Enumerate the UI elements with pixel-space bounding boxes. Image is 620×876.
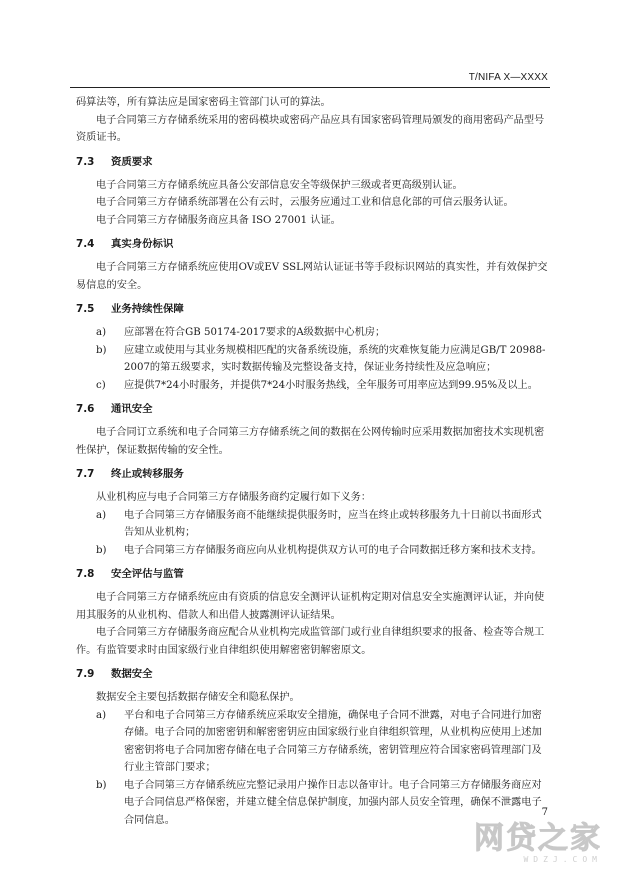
- list-item: [76, 377, 548, 395]
- section-heading-7-8: [76, 566, 548, 583]
- section-heading-7-4: [76, 236, 548, 253]
- header-divider: [70, 87, 550, 88]
- section-title: 资质要求: [111, 155, 153, 168]
- list-marker: a): [96, 327, 107, 338]
- section-number: 7.8: [76, 568, 95, 580]
- section-number: 7.3: [76, 155, 95, 168]
- list-marker: b): [96, 779, 107, 791]
- paragraph: 电子合同第三方存储系统应使用OV或EV SSL网站认证证书等手段标识网站的真实性，并有效保护交易信息的安全。: [76, 262, 548, 291]
- section-number: 7.6: [76, 403, 95, 415]
- list-item: [76, 707, 548, 777]
- page-body: [76, 94, 548, 829]
- section-number: 7.9: [76, 668, 95, 680]
- section-title: 安全评估与监管: [111, 568, 184, 580]
- list-item: [76, 342, 548, 377]
- watermark-sub-text: WDZJ.COM: [523, 855, 602, 864]
- section-heading-7-7: [76, 466, 548, 483]
- section-heading-7-9: [76, 666, 548, 683]
- list-text: 电子合同第三方存储服务商不能继续提供服务时，应当在终止或转移服务九十日前以书面形式告知从业机构；: [124, 509, 542, 538]
- list-text: 电子合同第三方存储系统应完整记录用户操作日志以备审计。电子合同第三方存储服务商应对电子合同信息严格保密，并建立健全信息保护制度，加强内部人员安全管理，确保不泄露电子合同信息。: [124, 779, 542, 826]
- list-marker: a): [96, 509, 107, 521]
- paragraph: 电子合同第三方存储系统部署在公有云时，云服务应通过工业和信息化部的可信云服务认证。: [96, 197, 514, 208]
- list-item: [76, 324, 548, 342]
- page-number: 7: [541, 807, 548, 818]
- list-text: 应部署在符合GB 50174-2017要求的A级数据中心机房；: [124, 327, 386, 338]
- document-code: T/NIFA X—XXXX: [468, 72, 548, 83]
- paragraph: 数据安全主要包括数据存储安全和隐私保护。: [96, 692, 300, 703]
- list-marker: b): [96, 544, 107, 556]
- paragraph: 电子合同第三方存储服务商应配合从业机构完成监管部门或行业自律组织要求的报备、检查等合规工作。有监管要求时由国家级行业自律组织使用解密密钥解密原文。: [76, 627, 545, 656]
- section-number: 7.7: [76, 468, 95, 480]
- section-heading-7-3: [76, 154, 548, 171]
- list-text: 应建立或使用与其业务规模相匹配的灾备系统设施，系统的灾难恢复能力应满足GB/T 20988-2007的第五级要求，实时数据传输及完整设备支持，保证业务持续性及应急响应；: [124, 344, 546, 373]
- section-number: 7.4: [76, 238, 95, 250]
- list-text: 平台和电子合同第三方存储系统应采取安全措施，确保电子合同不泄露，对电子合同进行加密存储。电子合同的加密密钥和解密密钥应由国家级行业自律组织管理，从业机构应使用上述加密密钥将电子合同加密存储在电子合同第三方存储系统，密钥管理应符合国家密码管理部门及行业主管部门要求；: [124, 709, 542, 773]
- section-heading-7-5: [76, 301, 548, 318]
- paragraph: 电子合同第三方存储系统应由有资质的信息安全测评认证机构定期对信息安全实施测评认证，并向使用其服务的从业机构、借款人和出借人披露测评认证结果。: [76, 592, 545, 621]
- list-marker: a): [96, 709, 107, 721]
- list-item: [76, 507, 548, 542]
- section-title: 通讯安全: [111, 403, 153, 415]
- list-item: [76, 542, 548, 560]
- section-number: 7.5: [76, 303, 95, 315]
- list-text: 电子合同第三方存储服务商应向从业机构提供双方认可的电子合同数据迁移方案和技术支持。: [124, 544, 542, 556]
- watermark-logo: [474, 813, 602, 864]
- section-heading-7-6: [76, 401, 548, 418]
- list-text: 应提供7*24小时服务，并提供7*24小时服务热线，全年服务可用率应达到99.95%及以上。: [124, 379, 538, 391]
- section-title: 业务持续性保障: [111, 303, 184, 315]
- paragraph: 电子合同第三方存储系统采用的密码模块或密码产品应具有国家密码管理局颁发的商用密码产品型号资质证书。: [76, 114, 545, 143]
- section-title: 真实身份标识: [111, 238, 174, 250]
- paragraph: 电子合同订立系统和电子合同第三方存储系统之间的数据在公网传输时应采用数据加密技术实现机密性保护，保证数据传输的安全性。: [76, 427, 545, 456]
- watermark-main-text: 网贷之家: [474, 821, 602, 856]
- list-marker: b): [96, 344, 107, 356]
- list-marker: c): [96, 379, 106, 391]
- paragraph: 码算法等，所有算法应是国家密码主管部门认可的算法。: [76, 97, 331, 108]
- section-title: 数据安全: [111, 668, 153, 680]
- section-title: 终止或转移服务: [111, 468, 184, 480]
- paragraph: 电子合同第三方存储服务商应具备 ISO 27001 认证。: [96, 214, 341, 226]
- paragraph: 电子合同第三方存储系统应具备公安部信息安全等级保护三级或者更高级别认证。: [96, 179, 463, 191]
- paragraph: 从业机构应与电子合同第三方存储服务商约定履行如下义务：: [96, 492, 372, 503]
